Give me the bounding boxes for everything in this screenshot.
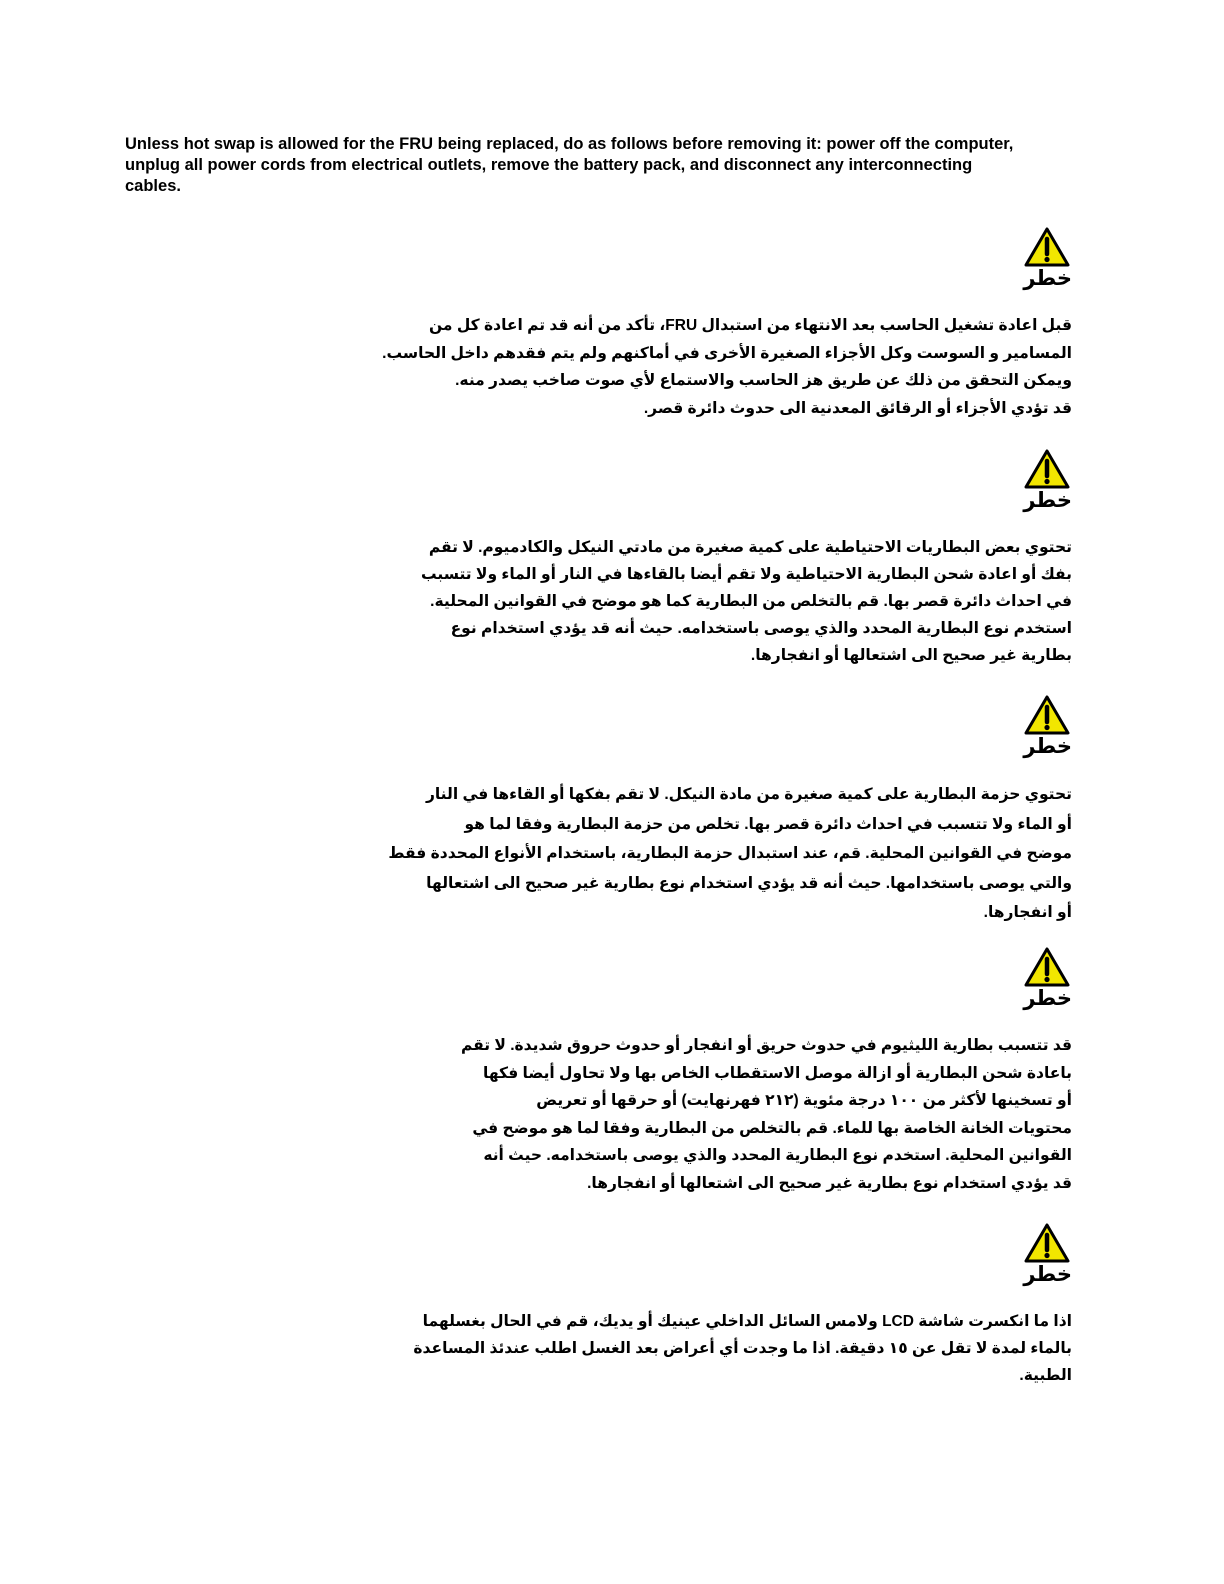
notice-text <box>420 534 1072 669</box>
notice-line: بطارية غير صحيح الى اشتعالها أو انفجارها. <box>750 647 1072 664</box>
warning-triangle-icon <box>1024 226 1070 268</box>
notice-line: اذا ما انكسرت شاشة LCD ولامس السائل الداخلي عينيك أو يديك، قم في الحال بغسلهما <box>422 1313 1072 1330</box>
danger-notice-3 <box>388 694 1072 928</box>
notice-line: قد تؤدي الأجزاء أو الرقائق المعدنية الى حدوث دائرة قصر. <box>643 399 1072 417</box>
notice-line: بفك أو اعادة شحن البطارية الاحتياطية ولا تقم أيضا بالقاءها في النار أو الماء ولا تتسبب <box>420 566 1072 583</box>
notice-text <box>382 312 1072 422</box>
notice-line: المسامير و السوست وكل الأجزاء الصغيرة الأخرى في أماكنهم ولم يتم فقدهم داخل الحاسب. <box>382 344 1072 362</box>
notice-line: قد يؤدي استخدام نوع بطارية غير صحيح الى اشتعالها أو انفجارها. <box>587 1174 1072 1192</box>
warning-triangle-icon <box>1024 1222 1070 1264</box>
notice-line: بالماء لمدة لا تقل عن ١٥ دقيقة. اذا ما وجدت أي أعراض بعد الغسل اطلب عندئذ المساعدة <box>413 1340 1072 1357</box>
danger-label: خطر <box>1023 735 1072 758</box>
notice-text <box>413 1308 1072 1389</box>
notice-line: قبل اعادة تشغيل الحاسب بعد الانتهاء من استبدال FRU، تأكد من أنه قد تم اعادة كل من <box>428 317 1072 334</box>
warning-triangle-icon <box>1024 448 1070 490</box>
notice-line: محتويات الخانة الخاصة بها للماء. قم بالتخلص من البطارية وفقا لما هو موضح في <box>472 1119 1072 1137</box>
danger-label: خطر <box>1023 267 1072 290</box>
notice-text <box>388 780 1072 928</box>
notice-line: والتي يوصى باستخدامها. حيث أنه قد يؤدي استخدام نوع بطارية غير صحيح الى اشتعالها <box>426 874 1072 892</box>
danger-notice-1 <box>382 226 1072 422</box>
danger-label: خطر <box>1023 987 1072 1010</box>
danger-notice-5 <box>413 1222 1072 1389</box>
danger-label: خطر <box>1023 489 1072 512</box>
notice-line: في احداث دائرة قصر بها. قم بالتخلص من البطارية كما هو موضح في القوانين المحلية. <box>430 593 1072 610</box>
danger-label: خطر <box>1023 1263 1072 1286</box>
notice-line: باعادة شحن البطارية أو ازالة موصل الاستقطاب الخاص بها ولا تحاول أيضا فكها <box>483 1064 1072 1082</box>
notice-line: موضح في القوانين المحلية. قم، عند استبدال حزمة البطارية، باستخدام الأنواع المحددة فقط <box>388 845 1072 862</box>
notice-line: القوانين المحلية. استخدم نوع البطارية المحدد والذي يوصى باستخدامه. حيث أنه <box>483 1147 1072 1164</box>
notice-line: استخدم نوع البطارية المحدد والذي يوصى باستخدامه. حيث أنه قد يؤدي استخدام نوع <box>450 620 1072 637</box>
notice-line: أو الماء ولا تتسبب في احداث دائرة قصر بها. تخلص من حزمة البطارية وفقا لما هو <box>464 815 1072 833</box>
notice-line: أو تسخينها لأكثر من ١٠٠ درجة مئوية (٢١٢ فهرنهايت) أو حرقها أو تعريض <box>536 1092 1072 1109</box>
notice-text <box>460 1032 1072 1197</box>
danger-notice-2 <box>420 448 1072 669</box>
warning-triangle-icon <box>1024 694 1070 736</box>
intro-paragraph: Unless hot swap is allowed for the FRU being replaced, do as follows before removing it: power off the computer, unplug all power cords from electrical outlets, remove the battery pack, and disconnect any interconnecting cables. <box>125 135 1014 195</box>
notice-line: ويمكن التحقق من ذلك عن طريق هز الحاسب والاستماع لأي صوت صاخب يصدر منه. <box>455 372 1072 389</box>
notice-line: قد تتسبب بطارية الليثيوم في حدوث حريق أو انفجار أو حدوث حروق شديدة. لا تقم <box>460 1037 1072 1054</box>
notice-line: تحتوي حزمة البطارية على كمية صغيرة من مادة النيكل. لا تقم بفكها أو القاءها في النار <box>425 786 1072 803</box>
warning-triangle-icon <box>1024 946 1070 988</box>
notice-line: الطبية. <box>1019 1367 1072 1384</box>
notice-line: أو انفجارها. <box>983 904 1072 921</box>
notice-line: تحتوي بعض البطاريات الاحتياطية على كمية صغيرة من مادتي النيكل والكادميوم. لا تقم <box>428 539 1072 556</box>
danger-notice-4 <box>460 946 1072 1197</box>
